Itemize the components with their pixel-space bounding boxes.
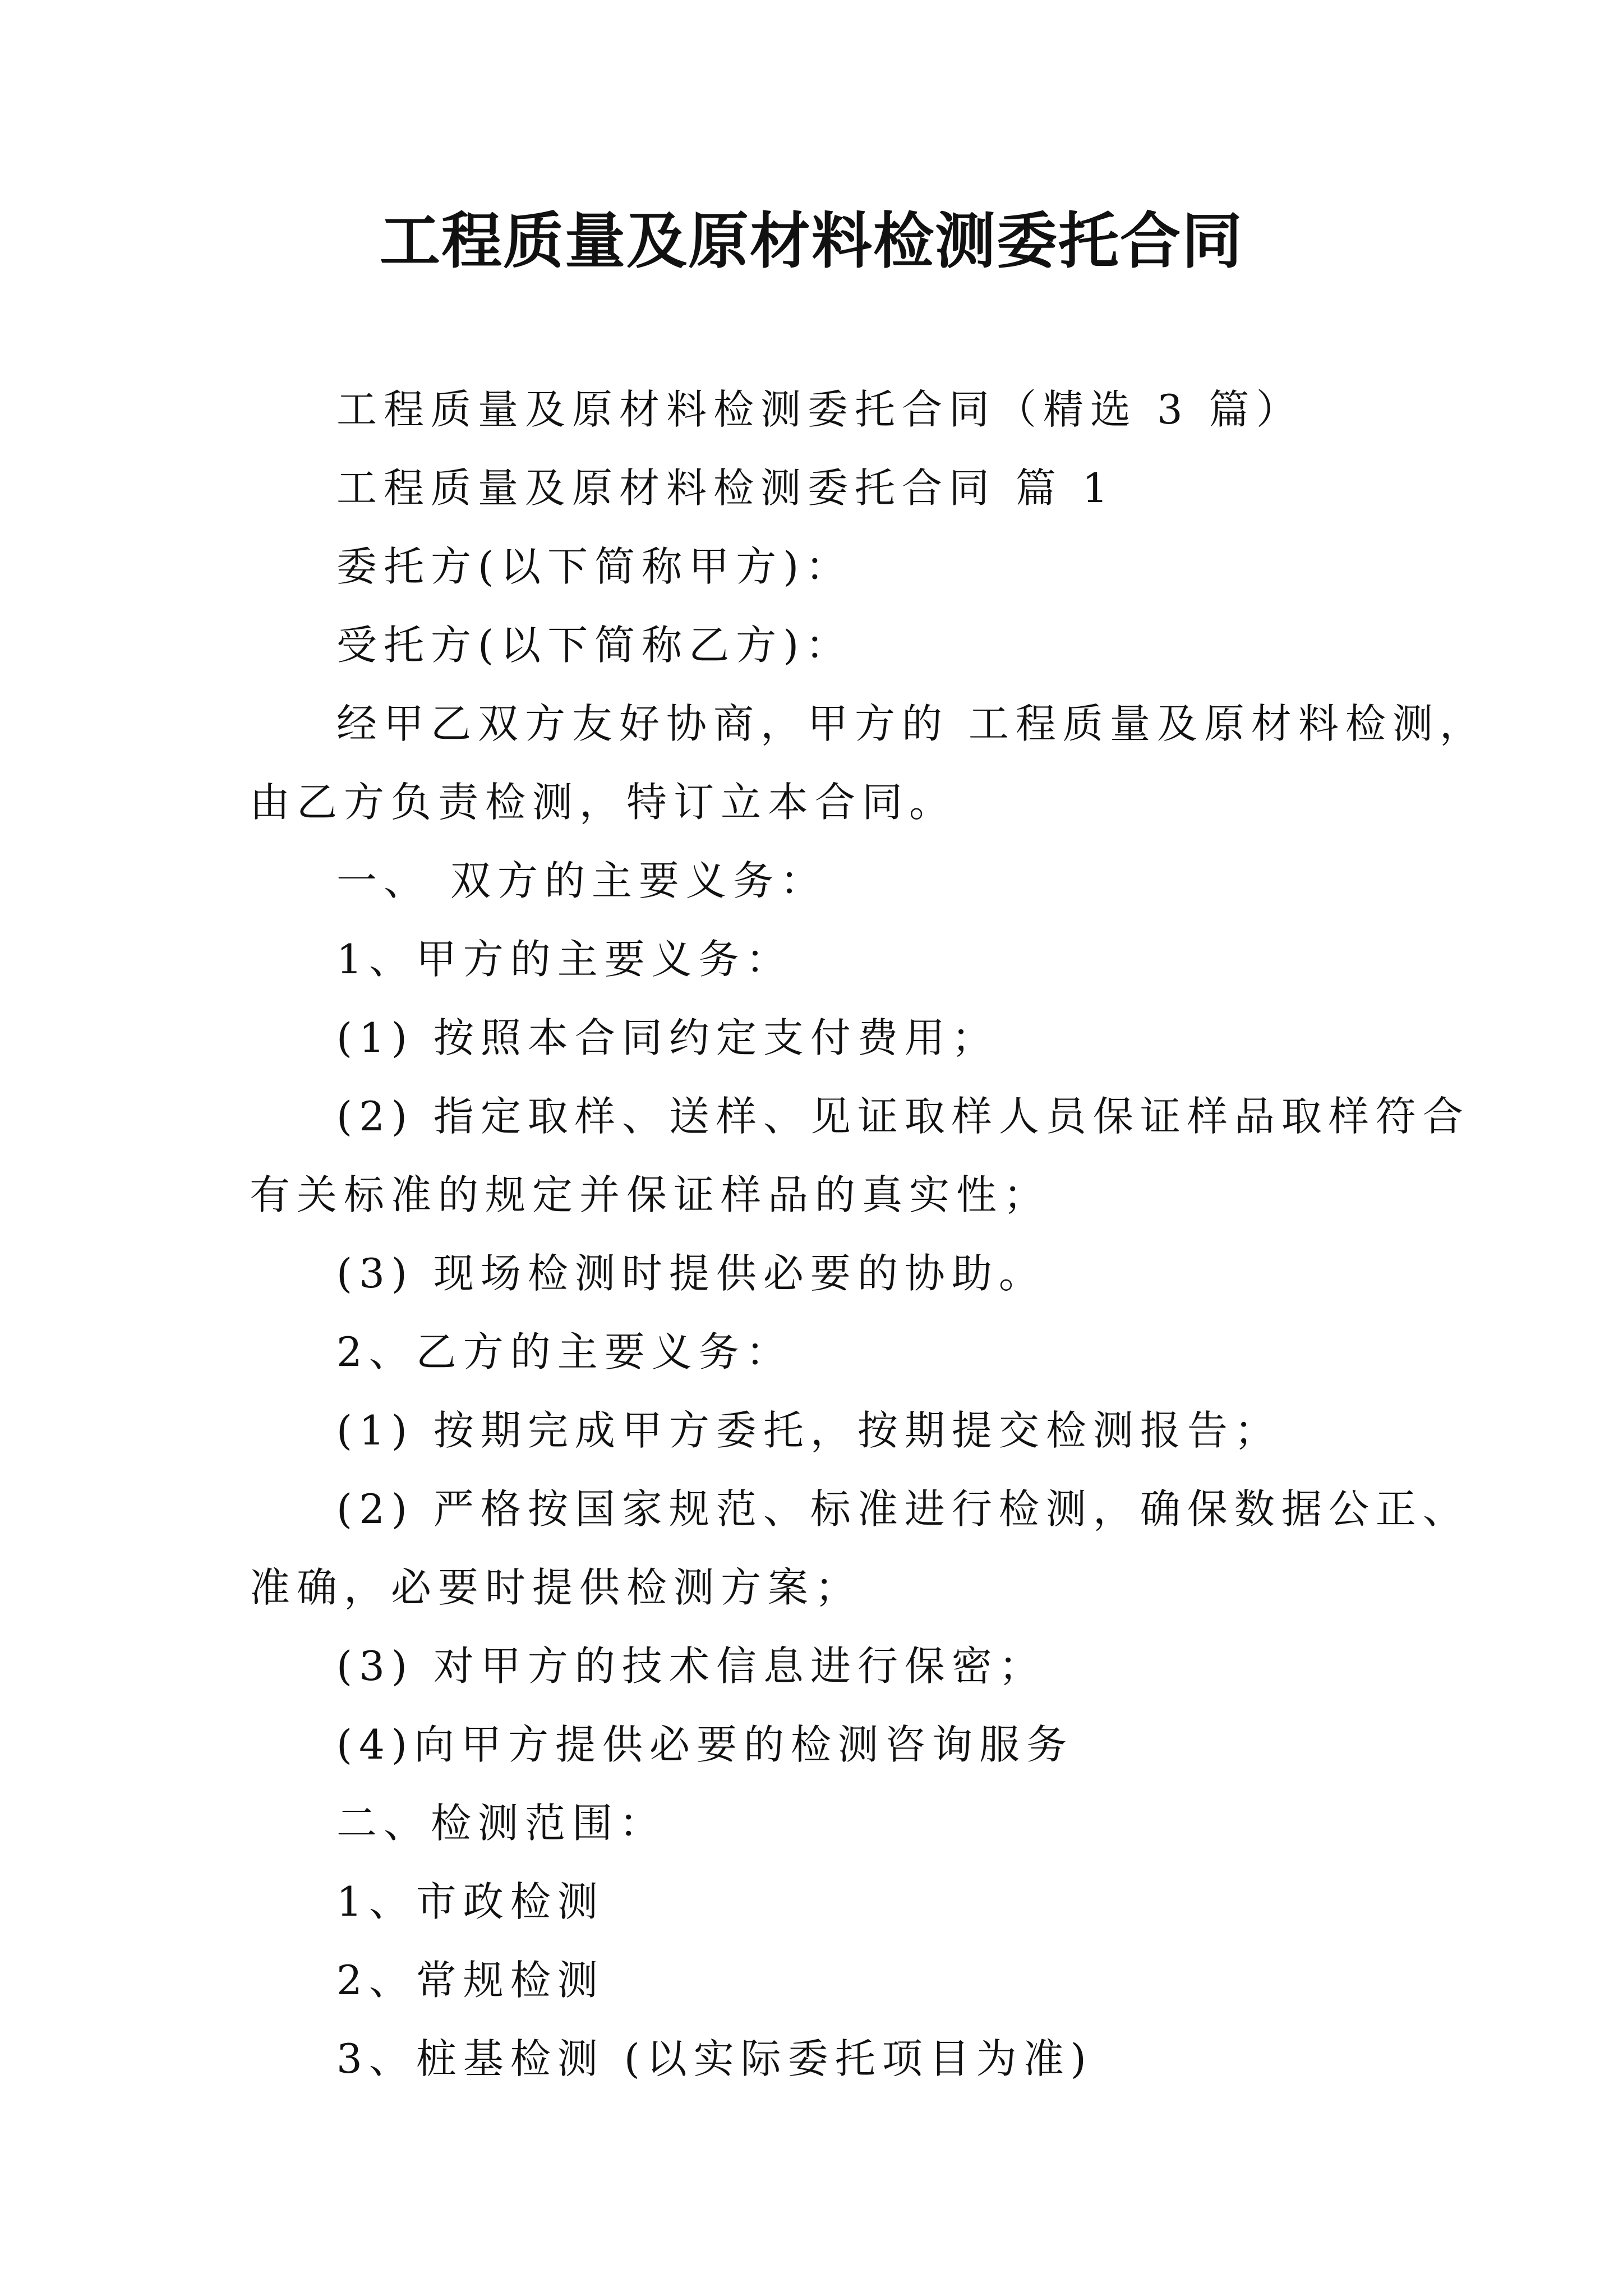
list-item: 2、常规检测 — [336, 1957, 605, 2004]
list-item: (2) 指定取样、送样、见证取样人员保证样品取样符合 — [336, 1093, 1470, 1140]
paragraph-client: 委托方(以下简称甲方)： — [336, 543, 853, 590]
list-item: 1、市政检测 — [336, 1878, 605, 1925]
list-item: (4)向甲方提供必要的检测咨询服务 — [336, 1721, 1073, 1768]
list-item: (1) 按期完成甲方委托，按期提交检测报告； — [336, 1407, 1281, 1454]
subsection-party-b: 2、乙方的主要义务： — [336, 1328, 793, 1375]
list-item: 3、桩基检测 (以实际委托项目为准) — [336, 2035, 1093, 2082]
paragraph-preamble: 经甲乙双方友好协商，甲方的 工程质量及原材料检测， — [336, 700, 1487, 747]
section-heading-obligations: 一、 双方的主要义务： — [336, 857, 827, 904]
list-item: (2) 严格按国家规范、标准进行检测，确保数据公正、 — [336, 1485, 1470, 1533]
list-item: (1) 按照本合同约定支付费用； — [336, 1014, 999, 1061]
paragraph-contractor: 受托方(以下简称乙方)： — [336, 622, 853, 669]
list-item-cont: 有关标准的规定并保证样品的真实性； — [250, 1171, 1051, 1218]
list-item-cont: 准确，必要时提供检测方案； — [250, 1564, 863, 1611]
document-title: 工程质量及原材料检测委托合同 — [379, 206, 1243, 277]
list-item: (3) 对甲方的技术信息进行保密； — [336, 1642, 1046, 1690]
section-heading-scope: 二、检测范围： — [336, 1800, 667, 1847]
paragraph-preamble-cont: 由乙方负责检测，特订立本合同。 — [250, 779, 957, 826]
list-item: (3) 现场检测时提供必要的协助。 — [336, 1250, 1046, 1297]
paragraph-subtitle: 工程质量及原材料检测委托合同（精选 3 篇） — [336, 386, 1303, 433]
subsection-party-a: 1、甲方的主要义务： — [336, 936, 793, 983]
paragraph-part-heading: 工程质量及原材料检测委托合同 篇 1 — [336, 464, 1115, 512]
